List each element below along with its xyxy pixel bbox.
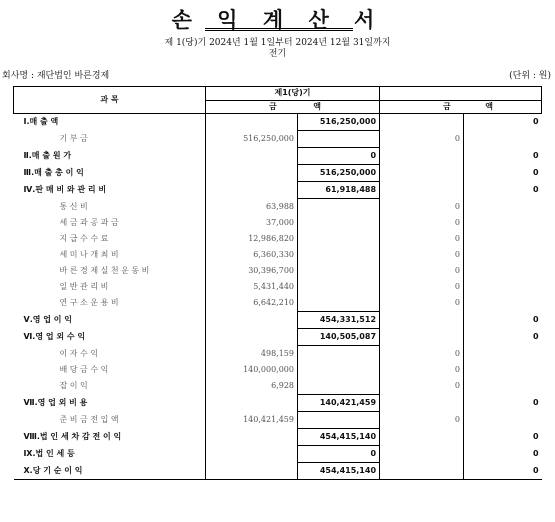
row-main-amount bbox=[298, 231, 380, 247]
table-row bbox=[14, 231, 542, 247]
row-prev-main-amount bbox=[464, 378, 542, 395]
row-prev-sub-amount: 0 bbox=[454, 365, 461, 374]
row-prev-main-amount bbox=[464, 131, 542, 148]
row-main-amount: 516,250,000 bbox=[298, 165, 380, 182]
row-prev-sub-amount: 0 bbox=[454, 266, 461, 275]
row-prev-sub-amount: 0 bbox=[454, 298, 461, 308]
row-label: 일 반 관 리 비 bbox=[14, 279, 206, 295]
row-main-amount: 454,415,140 bbox=[298, 463, 380, 480]
row-sub-amount bbox=[206, 114, 298, 131]
row-label: 연 구 소 운 용 비 bbox=[14, 295, 206, 312]
row-prev-main-amount: 0 bbox=[464, 114, 542, 131]
row-prev-main-amount bbox=[464, 412, 542, 429]
table-row bbox=[14, 362, 542, 378]
row-prev-sub-amount: 0 bbox=[454, 201, 461, 211]
row-sub-amount: 63,988 bbox=[266, 201, 294, 211]
row-label: Ⅱ.매 출 원 가 bbox=[14, 148, 206, 165]
row-sub-amount bbox=[206, 395, 298, 412]
row-main-amount bbox=[298, 378, 380, 395]
row-prev-main-amount bbox=[464, 295, 542, 312]
row-sub-amount: 516,250,000 bbox=[243, 134, 294, 143]
table-row bbox=[14, 378, 542, 395]
amount-right-label: 액 bbox=[313, 101, 322, 111]
amount-left-label: 금 bbox=[269, 101, 277, 111]
row-main-amount bbox=[298, 295, 380, 312]
row-main-amount: 61,918,488 bbox=[298, 182, 380, 199]
company-name: 회사명 : 재단법인 바른경제 bbox=[2, 71, 110, 81]
table-row bbox=[14, 279, 542, 295]
prev-amount-right-label: 액 bbox=[485, 101, 494, 111]
row-prev-main-amount: 0 bbox=[464, 429, 542, 446]
row-main-amount: 516,250,000 bbox=[298, 114, 380, 131]
previous-amount-header bbox=[380, 100, 542, 114]
row-prev-sub-amount: 0 bbox=[454, 134, 461, 143]
item-header: 과 목 bbox=[14, 87, 206, 114]
prev-amount-left-label: 금 bbox=[443, 101, 451, 111]
row-prev-main-amount bbox=[464, 231, 542, 247]
row-label: Ⅹ.당 기 순 이 익 bbox=[14, 463, 206, 480]
row-prev-main-amount: 0 bbox=[464, 446, 542, 463]
table-row bbox=[14, 215, 542, 231]
row-main-amount: 140,505,087 bbox=[298, 329, 380, 346]
row-label: Ⅵ.영 업 외 수 익 bbox=[14, 329, 206, 346]
row-sub-amount bbox=[206, 312, 298, 329]
period-range bbox=[0, 38, 555, 60]
previous-period-header bbox=[380, 87, 542, 101]
row-main-amount bbox=[298, 362, 380, 378]
table-row bbox=[14, 247, 542, 263]
row-label: 지 급 수 수 료 bbox=[14, 231, 206, 247]
row-sub-amount: 6,360,330 bbox=[253, 250, 294, 259]
title-underline bbox=[205, 28, 353, 31]
unit-label: (단위 : 원) bbox=[509, 71, 551, 81]
row-prev-main-amount bbox=[464, 199, 542, 216]
row-prev-main-amount: 0 bbox=[464, 182, 542, 199]
row-label: Ⅲ.매 출 총 이 익 bbox=[14, 165, 206, 182]
row-sub-amount bbox=[206, 446, 298, 463]
current-amount-header bbox=[206, 100, 380, 114]
row-main-amount bbox=[298, 412, 380, 429]
table-row bbox=[14, 295, 542, 312]
row-sub-amount: 498,159 bbox=[260, 348, 294, 358]
table-row bbox=[14, 312, 542, 329]
row-main-amount: 140,421,459 bbox=[298, 395, 380, 412]
row-label: 세 금 과 공 과 금 bbox=[14, 215, 206, 231]
table-row bbox=[14, 148, 542, 165]
row-label: Ⅰ.매 출 액 bbox=[14, 114, 206, 131]
row-label: 통 신 비 bbox=[14, 199, 206, 216]
table-row bbox=[14, 346, 542, 363]
table-row bbox=[14, 329, 542, 346]
row-main-amount bbox=[298, 279, 380, 295]
table-row bbox=[14, 446, 542, 463]
row-prev-sub-amount bbox=[380, 182, 464, 199]
row-prev-main-amount: 0 bbox=[464, 148, 542, 165]
row-prev-sub-amount bbox=[380, 429, 464, 446]
row-label: Ⅶ.영 업 외 비 용 bbox=[14, 395, 206, 412]
row-sub-amount: 140,000,000 bbox=[243, 365, 294, 374]
row-sub-amount bbox=[206, 463, 298, 480]
row-prev-sub-amount bbox=[380, 165, 464, 182]
period-line-previous: 전기 bbox=[268, 49, 287, 59]
row-prev-sub-amount: 0 bbox=[454, 381, 461, 391]
table-row bbox=[14, 114, 542, 131]
row-prev-sub-amount bbox=[380, 148, 464, 165]
row-label: Ⅳ.판 매 비 와 관 리 비 bbox=[14, 182, 206, 199]
row-prev-main-amount: 0 bbox=[464, 329, 542, 346]
table-row bbox=[14, 263, 542, 279]
row-sub-amount bbox=[206, 182, 298, 199]
row-prev-main-amount bbox=[464, 215, 542, 231]
row-main-amount bbox=[298, 199, 380, 216]
row-label: 바 른 경 제 실 천 운 동 비 bbox=[14, 263, 206, 279]
table-row bbox=[14, 131, 542, 148]
table-row bbox=[14, 182, 542, 199]
row-prev-main-amount: 0 bbox=[464, 395, 542, 412]
table-row bbox=[14, 412, 542, 429]
row-main-amount: 0 bbox=[298, 446, 380, 463]
statement-title: 손 익 계 산 서 bbox=[171, 7, 384, 32]
row-label: 준 비 금 전 입 액 bbox=[14, 412, 206, 429]
row-sub-amount: 30,396,700 bbox=[248, 266, 294, 275]
row-prev-sub-amount bbox=[380, 446, 464, 463]
row-prev-sub-amount bbox=[380, 329, 464, 346]
row-sub-amount: 6,642,210 bbox=[253, 298, 294, 308]
row-label: 이 자 수 익 bbox=[14, 346, 206, 363]
row-main-amount bbox=[298, 131, 380, 148]
row-label: Ⅸ.법 인 세 등 bbox=[14, 446, 206, 463]
row-label: 기 부 금 bbox=[14, 131, 206, 148]
row-label: 세 미 나 개 최 비 bbox=[14, 247, 206, 263]
row-prev-main-amount bbox=[464, 279, 542, 295]
table-row bbox=[14, 463, 542, 480]
row-prev-sub-amount: 0 bbox=[454, 234, 461, 243]
row-sub-amount: 5,431,440 bbox=[253, 282, 294, 291]
row-prev-sub-amount: 0 bbox=[454, 348, 461, 358]
row-prev-sub-amount bbox=[380, 114, 464, 131]
row-prev-sub-amount: 0 bbox=[454, 282, 461, 291]
row-sub-amount bbox=[206, 148, 298, 165]
row-main-amount bbox=[298, 215, 380, 231]
row-prev-main-amount: 0 bbox=[464, 165, 542, 182]
period-line-current: 제 1(당)기 2024년 1월 1일부터 2024년 12월 31일까지 bbox=[164, 38, 391, 48]
row-label: 배 당 금 수 익 bbox=[14, 362, 206, 378]
row-prev-main-amount bbox=[464, 362, 542, 378]
income-statement-table bbox=[13, 86, 542, 480]
row-label: Ⅷ.법 인 세 차 감 전 이 익 bbox=[14, 429, 206, 446]
row-main-amount: 454,331,512 bbox=[298, 312, 380, 329]
table-row bbox=[14, 395, 542, 412]
row-prev-sub-amount: 0 bbox=[454, 218, 461, 227]
row-prev-main-amount bbox=[464, 247, 542, 263]
row-sub-amount: 6,928 bbox=[271, 381, 294, 391]
row-main-amount bbox=[298, 247, 380, 263]
row-main-amount: 0 bbox=[298, 148, 380, 165]
row-sub-amount: 37,000 bbox=[266, 218, 294, 227]
row-prev-main-amount: 0 bbox=[464, 463, 542, 480]
row-main-amount bbox=[298, 263, 380, 279]
row-label: Ⅴ.영 업 이 익 bbox=[14, 312, 206, 329]
table-row bbox=[14, 429, 542, 446]
row-prev-sub-amount bbox=[380, 312, 464, 329]
row-main-amount: 454,415,140 bbox=[298, 429, 380, 446]
row-prev-sub-amount: 0 bbox=[454, 250, 461, 259]
table-row bbox=[14, 165, 542, 182]
row-sub-amount bbox=[206, 165, 298, 182]
row-prev-main-amount bbox=[464, 263, 542, 279]
row-label: 잡 이 익 bbox=[14, 378, 206, 395]
row-main-amount bbox=[298, 346, 380, 363]
row-prev-sub-amount bbox=[380, 463, 464, 480]
row-prev-sub-amount bbox=[380, 395, 464, 412]
row-prev-main-amount bbox=[464, 346, 542, 363]
current-period-header: 제1(당)기 bbox=[206, 87, 380, 101]
row-sub-amount bbox=[206, 329, 298, 346]
row-sub-amount: 12,986,820 bbox=[248, 234, 294, 243]
row-prev-sub-amount: 0 bbox=[454, 415, 461, 424]
row-sub-amount bbox=[206, 429, 298, 446]
table-row bbox=[14, 199, 542, 216]
row-prev-main-amount: 0 bbox=[464, 312, 542, 329]
row-sub-amount: 140,421,459 bbox=[243, 415, 294, 424]
